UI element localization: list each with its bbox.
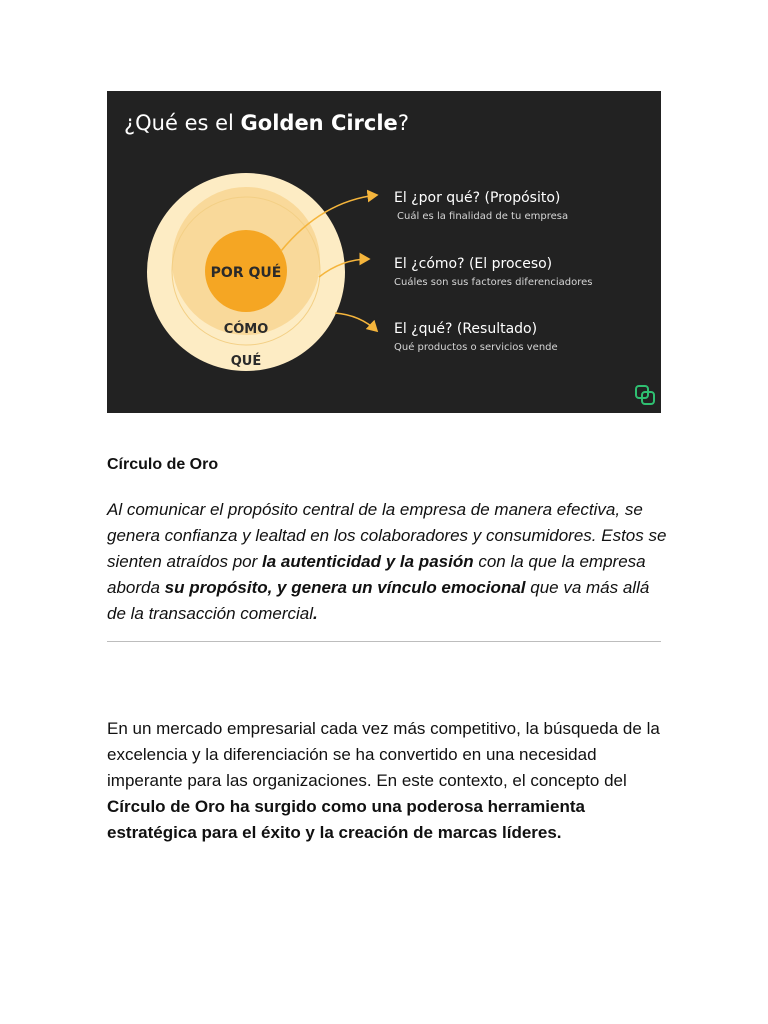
figure-title-prefix: ¿Qué es el: [124, 111, 241, 135]
item-how-title: El ¿cómo? (El proceso): [394, 256, 553, 272]
item-why: [394, 189, 654, 224]
ring-label-middle: CÓMO: [223, 322, 269, 337]
quote-end: .: [312, 604, 318, 623]
arrow-what: [335, 313, 377, 331]
section-heading: Círculo de Oro: [107, 456, 219, 473]
item-why-title: El ¿por qué? (Propósito): [394, 190, 561, 206]
golden-circle-figure: [107, 91, 661, 413]
item-what-title: El ¿qué? (Resultado): [394, 321, 538, 337]
item-how-subtitle: Cuáles son sus factores diferenciadores: [394, 277, 593, 288]
quote-paragraph: [107, 497, 667, 627]
figure-title-bold: Golden Circle: [240, 111, 398, 135]
quote-bold-2: su propósito, y genera un vínculo emocional: [164, 578, 526, 597]
item-what-subtitle: Qué productos o servicios vende: [394, 342, 558, 353]
quote-text-3: que va más allá de la transacción comercial: [107, 578, 650, 623]
brand-logo-icon: [634, 384, 656, 406]
body-bold-1: Círculo de Oro ha surgido como una poderosa herramienta estratégica para el éxito y la creación de marcas líderes.: [107, 797, 585, 842]
quote-text-2: con la que la empresa aborda: [107, 552, 646, 597]
ring-label-outer: QUÉ: [230, 354, 262, 369]
body-text-1: En un mercado empresarial cada vez más competitivo, la búsqueda de la excelencia y la diferenciación se ha convertido en una necesidad imperante para las organizaciones. En este contexto, el concepto del: [107, 719, 660, 790]
quote-bold-1: la autenticidad y la pasión: [261, 552, 474, 571]
item-why-subtitle: Cuál es la finalidad de tu empresa: [397, 211, 569, 222]
figure-title-suffix: ?: [397, 111, 409, 135]
item-how: [394, 255, 654, 290]
ring-label-inner: POR QUÉ: [210, 265, 282, 281]
divider: [107, 641, 661, 642]
body-paragraph: [107, 716, 667, 846]
quote-text-1: Al comunicar el propósito central de la empresa de manera efectiva, se genera confianza y lealtad en los colaboradores y consumidores. Estos se sienten atraídos por: [107, 500, 667, 571]
item-what: [394, 320, 654, 355]
golden-circle-diagram: [107, 91, 661, 413]
